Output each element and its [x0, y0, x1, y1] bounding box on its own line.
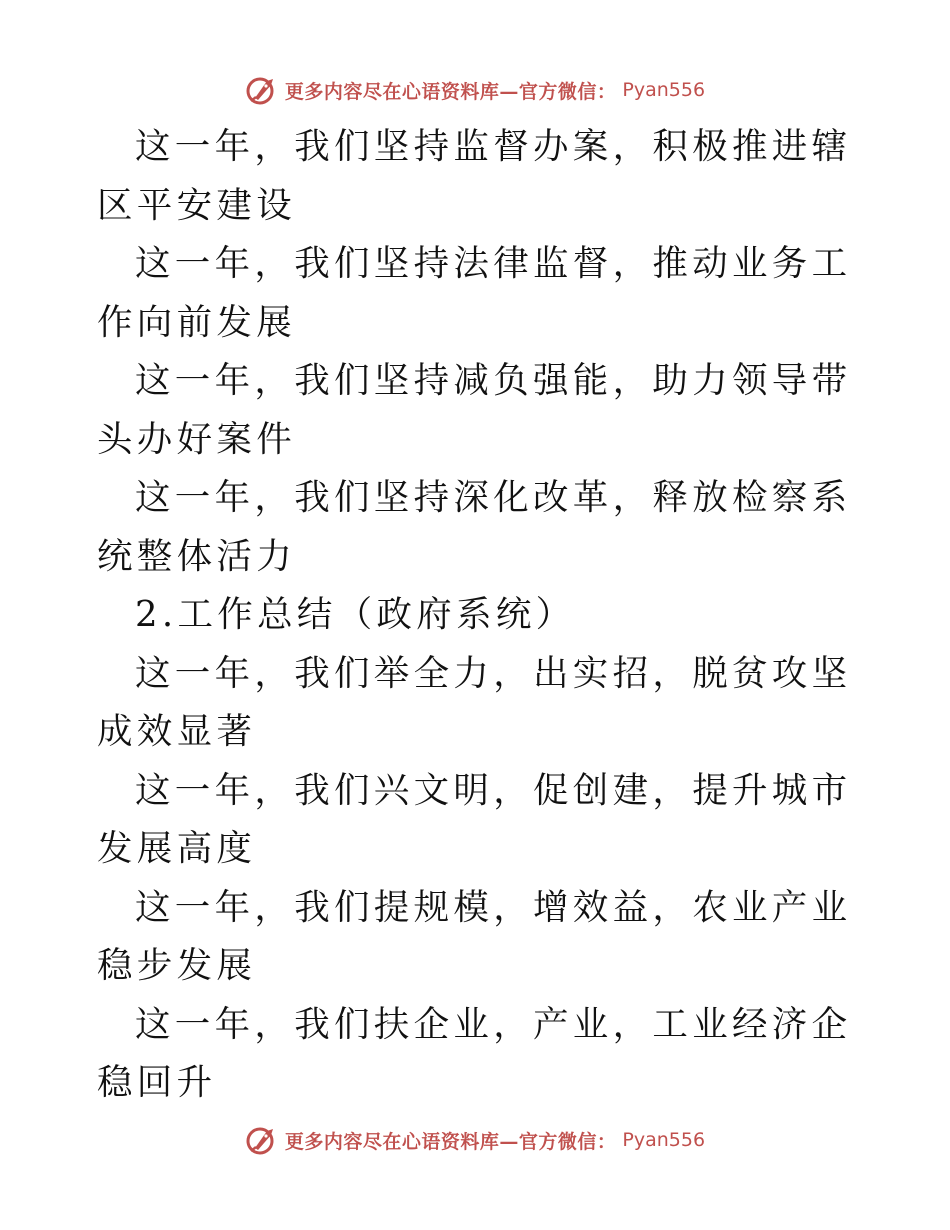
- footer-banner: [0, 1120, 950, 1160]
- pen-nib-logo-icon: [245, 73, 279, 107]
- body-text: [97, 118, 853, 1113]
- header-slogan: 更多内容尽在心语资料库—官方微信：: [284, 80, 617, 103]
- paragraph: 这一年，我们坚持深化改革，释放检察系统整体活力: [97, 477, 852, 577]
- section-heading: 2.工作总结（政府系统）: [135, 594, 576, 635]
- paragraph: 这一年，我们扶企业，产业，工业经济企稳回升: [97, 1003, 852, 1103]
- paragraph: 这一年，我们坚持法律监督，推动业务工作向前发展: [97, 243, 852, 343]
- header-wechat-id: Pyan556: [622, 79, 706, 101]
- paragraph: 这一年，我们坚持减负强能，助力领导带头办好案件: [97, 360, 852, 460]
- paragraph: 这一年，我们举全力，出实招，脱贫攻坚成效显著: [97, 652, 852, 752]
- paragraph: 这一年，我们提规模，增效益，农业产业稳步发展: [97, 886, 852, 986]
- footer-slogan: 更多内容尽在心语资料库—官方微信：: [284, 1130, 617, 1153]
- paragraph: 这一年，我们坚持监督办案，积极推进辖区平安建设: [97, 126, 852, 226]
- header-banner: [0, 70, 950, 110]
- footer-wechat-id: Pyan556: [622, 1129, 706, 1151]
- paragraph: 这一年，我们兴文明，促创建，提升城市发展高度: [97, 769, 852, 869]
- pen-nib-logo-icon: [245, 1123, 279, 1157]
